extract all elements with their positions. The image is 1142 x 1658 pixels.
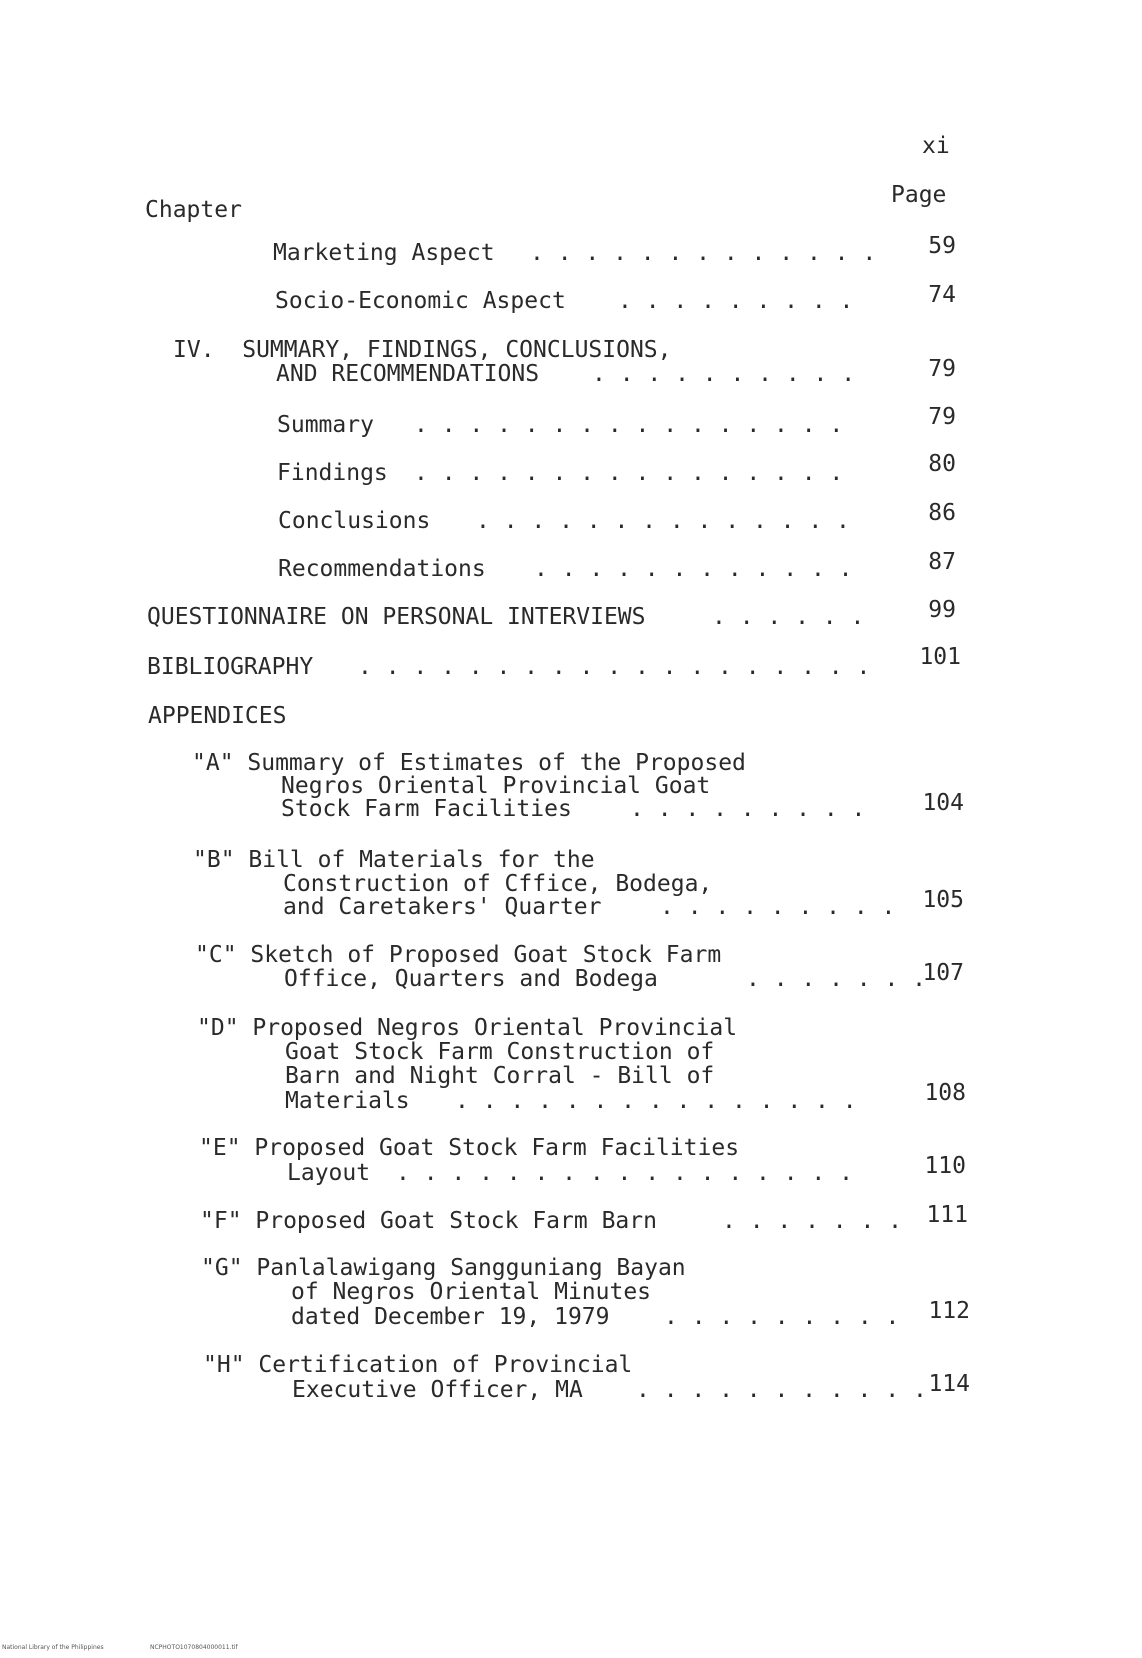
page-ref: 80 xyxy=(928,451,956,477)
entry-title: of Negros Oriental Minutes xyxy=(291,1279,652,1305)
leader-dots: . . . . . . . . . . . . . . xyxy=(476,508,850,534)
page-ref: 101 xyxy=(919,644,961,670)
entry-title: Findings xyxy=(277,460,388,486)
page-ref: 87 xyxy=(928,549,956,575)
entry-title: Materials xyxy=(285,1088,410,1114)
entry-title: Goat Stock Farm Construction of xyxy=(285,1039,715,1065)
entry-title: QUESTIONNAIRE ON PERSONAL INTERVIEWS xyxy=(147,604,646,630)
leader-dots: . . . . . . . . . xyxy=(664,1304,900,1330)
entry-title: Office, Quarters and Bodega xyxy=(284,966,658,992)
section-heading: APPENDICES xyxy=(148,703,287,729)
page-ref: 99 xyxy=(928,597,956,623)
page-ref: 74 xyxy=(928,282,956,308)
entry-title: "A" Summary of Estimates of the Proposed xyxy=(192,750,746,776)
page-ref: 112 xyxy=(928,1298,970,1324)
entry-title: Negros Oriental Provincial Goat xyxy=(281,773,711,799)
entry-title: "E" Proposed Goat Stock Farm Facilities xyxy=(199,1135,740,1161)
entry-title: "B" Bill of Materials for the xyxy=(193,847,595,873)
entry-title: Summary xyxy=(277,412,374,438)
entry-title: Socio-Economic Aspect xyxy=(275,288,566,314)
page-ref: 108 xyxy=(924,1080,966,1106)
page-ref: 107 xyxy=(922,960,964,986)
footer-library-label: National Library of the Philippines xyxy=(2,1644,104,1651)
page-ref: 110 xyxy=(924,1153,966,1179)
leader-dots: . . . . . . . xyxy=(722,1208,903,1234)
entry-title: "H" Certification of Provincial xyxy=(203,1352,633,1378)
leader-dots: . . . . . . . . . . . . . . . . xyxy=(414,460,844,486)
entry-title: BIBLIOGRAPHY xyxy=(147,654,314,680)
leader-dots: . . . . . . . xyxy=(746,966,927,992)
entry-title: dated December 19, 1979 xyxy=(291,1304,610,1330)
leader-dots: . . . . . . . . . xyxy=(660,894,896,920)
leader-dots: . . . . . . . . . . xyxy=(592,361,856,387)
leader-dots: . . . . . . . . . . . . . xyxy=(530,240,877,266)
leader-dots: . . . . . . xyxy=(712,604,865,630)
entry-title: "G" Panlalawigang Sangguniang Bayan xyxy=(201,1255,686,1281)
footer-file-label: NCPHOTO1070804000011.tif xyxy=(150,1644,238,1651)
leader-dots: . . . . . . . . . . . . . . . . xyxy=(414,412,844,438)
page-ref: 79 xyxy=(928,404,956,430)
leader-dots: . . . . . . . . . xyxy=(618,288,854,314)
entry-title: Stock Farm Facilities xyxy=(281,796,572,822)
leader-dots: . . . . . . . . . . . . xyxy=(534,556,853,582)
leader-dots: . . . . . . . . . . . . . . . . . xyxy=(396,1160,853,1186)
entry-title: "D" Proposed Negros Oriental Provincial xyxy=(197,1015,738,1041)
page-ref: 114 xyxy=(928,1371,970,1397)
page-ref: 104 xyxy=(922,790,964,816)
entry-title: Barn and Night Corral - Bill of xyxy=(285,1063,715,1089)
entry-title: "F" Proposed Goat Stock Farm Barn xyxy=(200,1208,657,1234)
page-ref: 59 xyxy=(928,233,956,259)
entry-title: Recommendations xyxy=(278,556,486,582)
page-ref: 79 xyxy=(928,356,956,382)
leader-dots: . . . . . . . . . . . xyxy=(636,1377,927,1403)
page-number: xi xyxy=(922,133,950,159)
chapter-column-header: Chapter xyxy=(145,197,242,223)
leader-dots: . . . . . . . . . . . . . . . xyxy=(455,1088,857,1114)
entry-title: and Caretakers' Quarter xyxy=(283,894,602,920)
leader-dots: . . . . . . . . . xyxy=(630,796,866,822)
page-ref: 86 xyxy=(928,500,956,526)
entry-title: Conclusions xyxy=(278,508,431,534)
entry-title: AND RECOMMENDATIONS xyxy=(276,361,540,387)
entry-title: Construction of Cffice, Bodega, xyxy=(283,871,713,897)
page-ref: 105 xyxy=(922,887,964,913)
leader-dots: . . . . . . . . . . . . . . . . . . . xyxy=(358,654,871,680)
page-column-header: Page xyxy=(891,182,947,208)
page-ref: 111 xyxy=(926,1202,968,1228)
entry-title: "C" Sketch of Proposed Goat Stock Farm xyxy=(195,942,722,968)
entry-title: Layout xyxy=(287,1160,371,1186)
entry-title: Marketing Aspect xyxy=(273,240,495,266)
entry-title: IV. SUMMARY, FINDINGS, CONCLUSIONS, xyxy=(173,337,672,363)
entry-title: Executive Officer, MA xyxy=(292,1377,583,1403)
